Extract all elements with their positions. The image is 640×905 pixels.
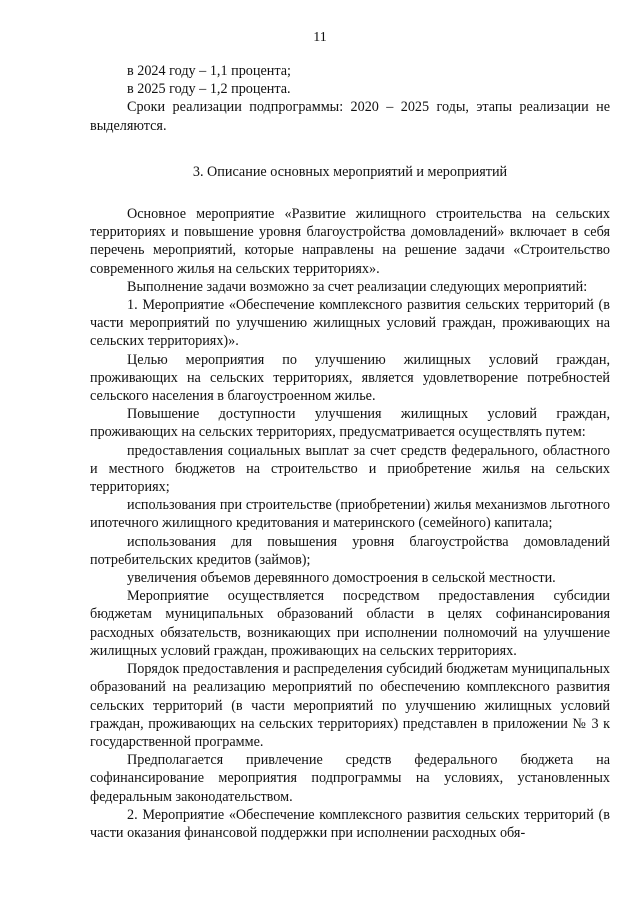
paragraph: использования для повышения уровня благоустройства домовладений потребительских кредитов (займов); xyxy=(90,533,610,568)
paragraph: 2. Мероприятие «Обеспечение комплексного развития сельских территорий (в части оказания финансовой поддержки при исполнении расходных обя- xyxy=(90,806,610,841)
paragraph-year-2024: в 2024 году – 1,1 процента; xyxy=(127,63,291,79)
paragraph-implementation-period: Сроки реализации подпрограммы: 2020 – 2025 годы, этапы реализации не выделяются. xyxy=(90,99,610,134)
paragraph: 1. Мероприятие «Обеспечение комплексного развития сельских территорий (в части мероприятий по улучшению жилищных условий граждан, проживающих на сельских территориях)». xyxy=(90,297,610,350)
paragraph-year-2025: в 2025 году – 1,2 процента. xyxy=(127,81,291,98)
page-number: 11 xyxy=(313,30,327,45)
paragraph: Выполнение задачи возможно за счет реализации следующих мероприятий: xyxy=(127,278,588,295)
paragraph: Предполагается привлечение средств федерального бюджета на софинансирование мероприятия подпрограммы на условиях, установленных федеральным законодательством. xyxy=(90,752,610,805)
paragraph: Основное мероприятие «Развитие жилищного строительства на сельских территориях и повышение уровня благоустройства домовладений» включает в себя перечень мероприятий, которые направлены на решение задачи «Строительство современного жилья на сельских территориях». xyxy=(90,206,610,277)
paragraph: Мероприятие осуществляется посредством предоставления субсидии бюджетам муниципальных образований области в целях софинансирования расходных обязательств, возникающих при исполнении полномочий на улучшение жилищных условий граждан, проживающих на сельских территориях. xyxy=(90,588,610,659)
paragraph: предоставления социальных выплат за счет средств федерального, областного и местного бюджетов на строительство и приобретение жилья на сельских территориях; xyxy=(90,442,610,496)
section-heading: 3. Описание основных мероприятий и мероприятий xyxy=(192,163,508,180)
paragraph: Повышение доступности улучшения жилищных условий граждан, проживающих на сельских территориях, предусматривается осуществлять путем: xyxy=(90,406,610,441)
document-body xyxy=(90,62,610,842)
paragraph: Порядок предоставления и распределения субсидий бюджетам муниципальных образований на реализацию мероприятий по обеспечению комплексного развития сельских территорий (в части мероприятий по улучшению жилищных условий граждан, проживающих на сельских территориях) представлен в приложении № 3 к государственной программе. xyxy=(90,661,610,750)
paragraph: использования при строительстве (приобретении) жилья механизмов льготного ипотечного жилищного кредитования и материнского (семейного) капитала; xyxy=(90,497,610,532)
paragraph: Целью мероприятия по улучшению жилищных условий граждан, проживающих на сельских территориях, является удовлетворение потребностей сельского населения в благоустроенном жилье. xyxy=(90,351,610,405)
paragraph: увеличения объемов деревянного домостроения в сельской местности. xyxy=(127,570,556,587)
